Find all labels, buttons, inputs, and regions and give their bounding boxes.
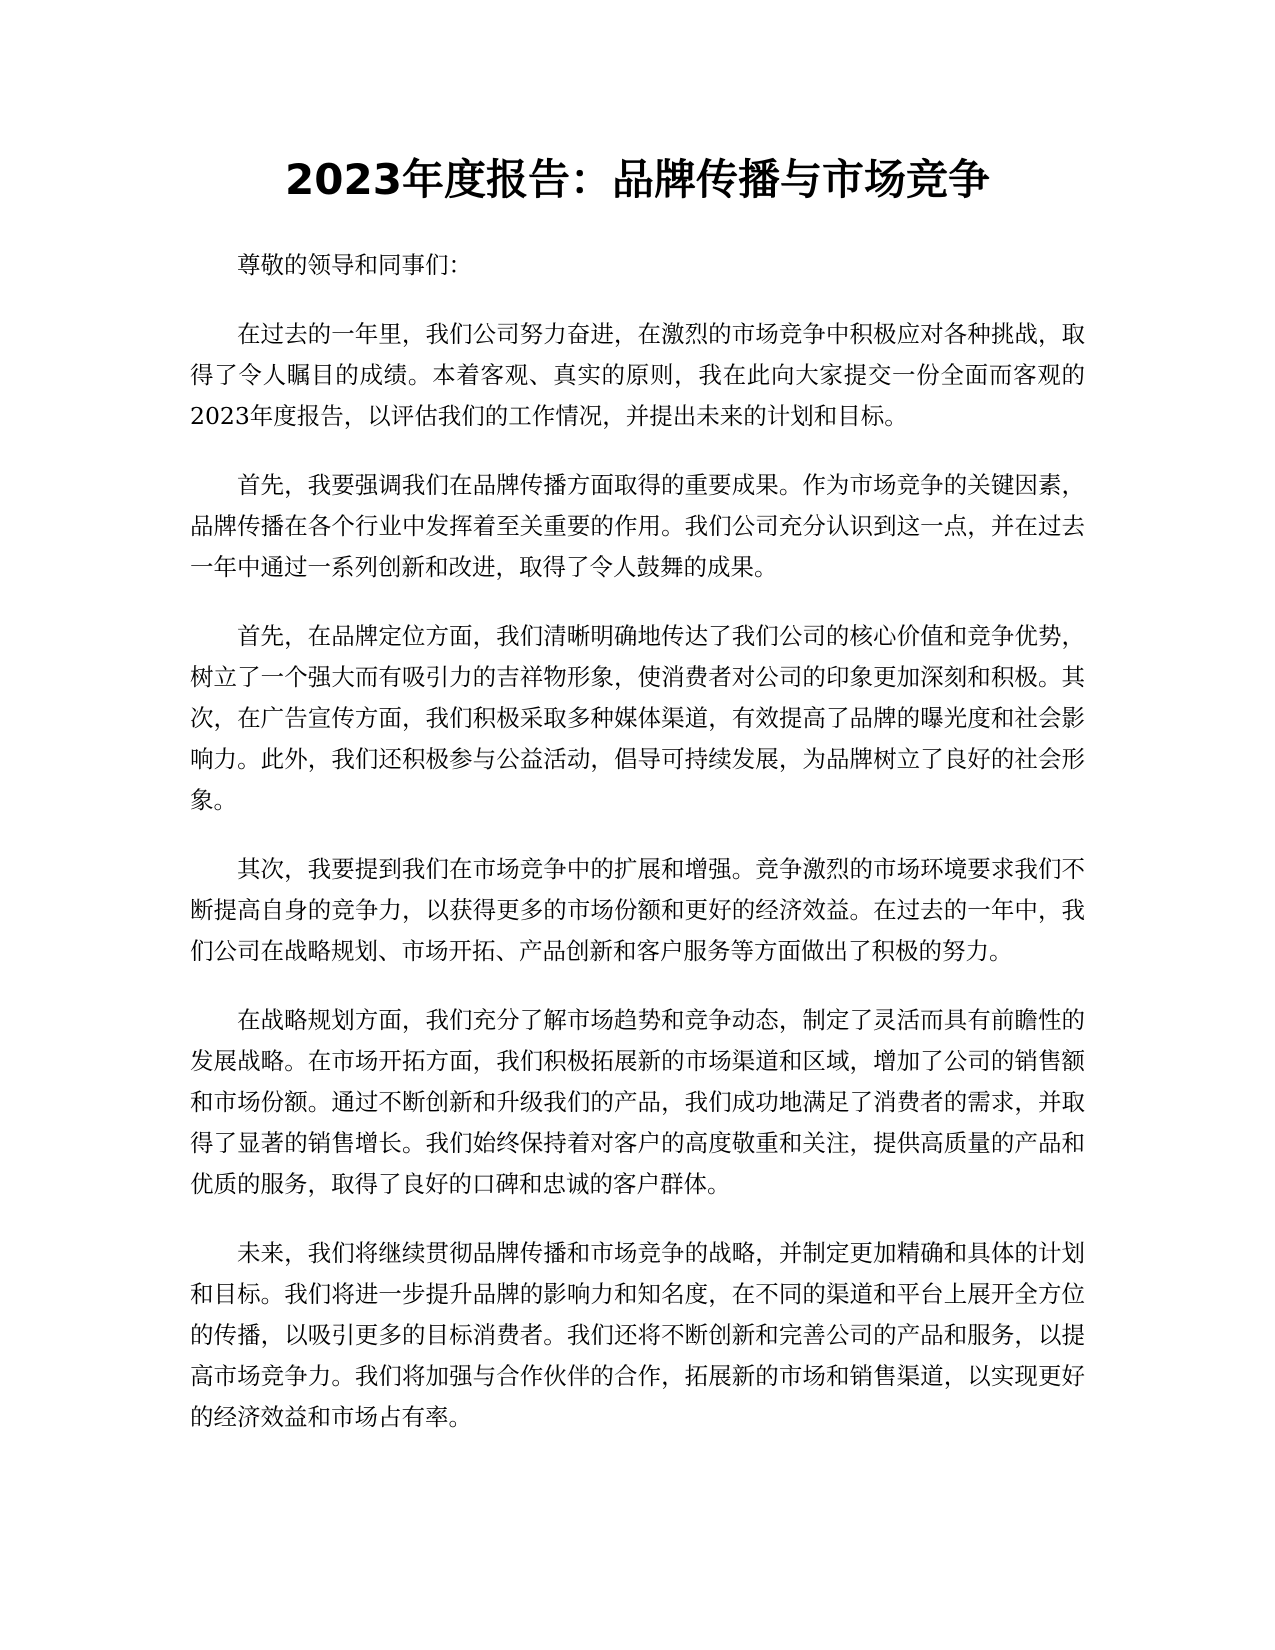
document-body	[190, 245, 1085, 1466]
paragraph-market-competition: 其次，我要提到我们在市场竞争中的扩展和增强。竞争激烈的市场环境要求我们不断提高自身的竞争力，以获得更多的市场份额和更好的经济效益。在过去的一年中，我们公司在战略规划、市场开拓、产品创新和客户服务等方面做出了积极的努力。	[190, 855, 1085, 965]
paragraph-greeting: 尊敬的领导和同事们：	[237, 251, 472, 279]
paragraph-future-plans: 未来，我们将继续贯彻品牌传播和市场竞争的战略，并制定更加精确和具体的计划和目标。我们将进一步提升品牌的影响力和知名度，在不同的渠道和平台上展开全方位的传播，以吸引更多的目标消费者。我们还将不断创新和完善公司的产品和服务，以提高市场竞争力。我们将加强与合作伙伴的合作，拓展新的市场和销售渠道，以实现更好的经济效益和市场占有率。	[190, 1239, 1085, 1431]
paragraph-intro: 在过去的一年里，我们公司努力奋进，在激烈的市场竞争中积极应对各种挑战，取得了令人瞩目的成绩。本着客观、真实的原则，我在此向大家提交一份全面而客观的2023年度报告，以评估我们的工作情况，并提出未来的计划和目标。	[190, 320, 1085, 430]
paragraph-strategy: 在战略规划方面，我们充分了解市场趋势和竞争动态，制定了灵活而具有前瞻性的发展战略。在市场开拓方面，我们积极拓展新的市场渠道和区域，增加了公司的销售额和市场份额。通过不断创新和升级我们的产品，我们成功地满足了消费者的需求，并取得了显著的销售增长。我们始终保持着对客户的高度敬重和关注，提供高质量的产品和优质的服务，取得了良好的口碑和忠诚的客户群体。	[190, 1006, 1085, 1198]
paragraph-brand-achievements: 首先，我要强调我们在品牌传播方面取得的重要成果。作为市场竞争的关键因素，品牌传播在各个行业中发挥着至关重要的作用。我们公司充分认识到这一点，并在过去一年中通过一系列创新和改进，取得了令人鼓舞的成果。	[190, 471, 1085, 581]
paragraph-brand-positioning: 首先，在品牌定位方面，我们清晰明确地传达了我们公司的核心价值和竞争优势，树立了一个强大而有吸引力的吉祥物形象，使消费者对公司的印象更加深刻和积极。其次，在广告宣传方面，我们积极采取多种媒体渠道，有效提高了品牌的曝光度和社会影响力。此外，我们还积极参与公益活动，倡导可持续发展，为品牌树立了良好的社会形象。	[190, 622, 1085, 814]
document-title: 2023年度报告：品牌传播与市场竞争	[285, 155, 990, 204]
